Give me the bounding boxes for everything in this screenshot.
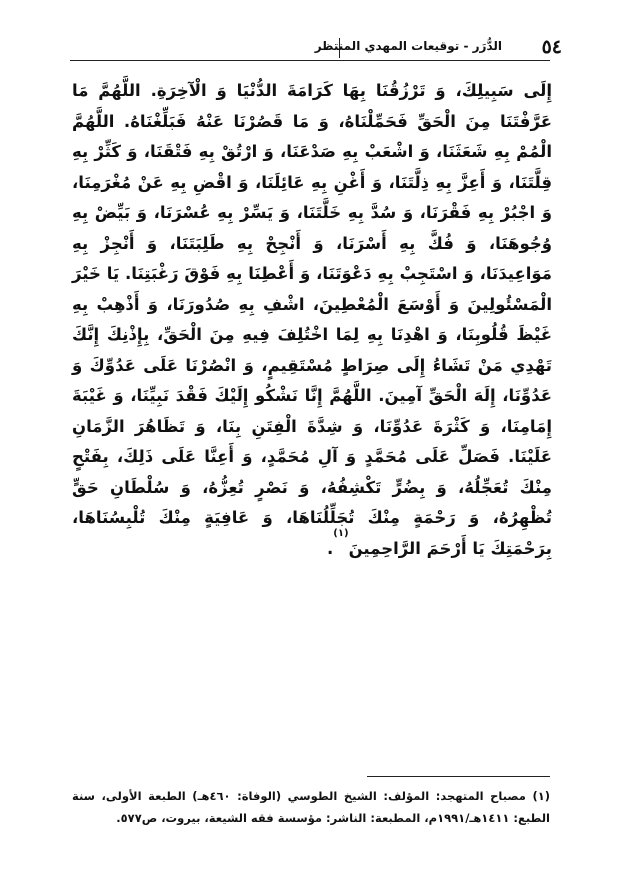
running-title: الدُّرَر - توقيعات المهدي المنتظر (314, 39, 502, 53)
page-header (62, 36, 562, 60)
footnote-rule (367, 776, 550, 777)
prayer-text: إِلَى سَبِيلِكَ، وَ تَرْزُقُنَا بِهَا كَرَامَةَ الدُّنْيَا وَ الْآخِرَةِ. اللَّهُمَّ مَا عَرَّفْتَنَا مِنَ الْحَقِّ فَحَمِّلْنَاهُ، وَ مَا قَصُرْنَا عَنْهُ فَبَلِّغْنَاهُ. اللَّهُمَّ الْمُمْ بِهِ شَعَثَنَا، وَ اشْعَبْ بِهِ صَدْعَنَا، وَ ارْتُقْ بِهِ فَتْقَنَا، وَ كَثِّرْ بِهِ قِلَّتَنَا، وَ أَعِزَّ بِهِ ذِلَّتَنَا، وَ أَغْنِ بِهِ عَائِلَنَا، وَ اقْضِ بِهِ عَنْ مُغْرَمِنَا، وَ اجْبُرْ بِهِ فَقْرَنَا، وَ سُدَّ بِهِ خَلَّتَنَا، وَ يَسِّرْ بِهِ عُسْرَنَا، وَ بَيِّضْ بِهِ وُجُوهَنَا، وَ فُكَّ بِهِ أَسْرَنَا، وَ أَنْجِحْ بِهِ طَلِبَتَنَا، وَ أَنْجِزْ بِهِ مَوَاعِيدَنَا، وَ اسْتَجِبْ بِهِ دَعْوَتَنَا، وَ أَعْطِنَا بِهِ فَوْقَ رَغْبَتِنَا. يَا خَيْرَ الْمَسْئُولِينَ وَ أَوْسَعَ الْمُعْطِينَ، اشْفِ بِهِ صُدُورَنَا، وَ أَذْهِبْ بِهِ غَيْظَ قُلُوبِنَا، وَ اهْدِنَا بِهِ لِمَا اخْتُلِفَ فِيهِ مِنَ الْحَقِّ، بِإِذْنِكَ إِنَّكَ تَهْدِي مَنْ تَشَاءُ إِلَى صِرَاطٍ مُسْتَقِيمٍ، وَ انْصُرْنَا عَلَى عَدُوِّكَ وَ عَدُوِّنَا، إِلَهَ الْحَقِّ آمِينَ. اللَّهُمَّ إِنَّا نَشْكُو إِلَيْكَ فَقْدَ نَبِيِّنَا، وَ غَيْبَةَ إِمَامِنَا، وَ كَثْرَةَ عَدُوِّنَا، وَ شِدَّةَ الْفِتَنِ بِنَا، وَ تَظَاهُرَ الزَّمَانِ عَلَيْنَا. فَصَلِّ عَلَى مُحَمَّدٍ وَ آلِ مُحَمَّدٍ، وَ أَعِنَّا عَلَى ذَلِكَ، بِفَتْحٍ مِنْكَ تُعَجِّلُهُ، وَ بِضُرٍّ تَكْشِفُهُ، وَ نَصْرٍ تُعِزُّهُ، وَ سُلْطَانِ حَقٍّ تُظْهِرُهُ، وَ رَحْمَةٍ مِنْكَ تُجَلِّلُنَاهَا، وَ عَافِيَةٍ مِنْكَ تُلْبِسُنَاهَا، بِرَحْمَتِكَ يَا أَرْحَمَ الرَّاحِمِينَ (72, 81, 552, 558)
footnote: (١) مصباح المتهجد: المؤلف: الشيخ الطوسي (الوفاة: ٤٦٠هـ) الطبعة الأولى، سنة الطبع: ١٤١١هـ/١٩٩١م، المطبعة: الناشر: مؤسسة فقه الشيعة، بيروت، ص٥٧٧. (72, 789, 551, 825)
end-punctuation: . (327, 538, 334, 558)
main-text (72, 76, 552, 564)
footnote-reference[interactable]: (١) (333, 527, 349, 539)
page-number: ٥٤ (541, 36, 562, 58)
header-rule (70, 60, 550, 61)
